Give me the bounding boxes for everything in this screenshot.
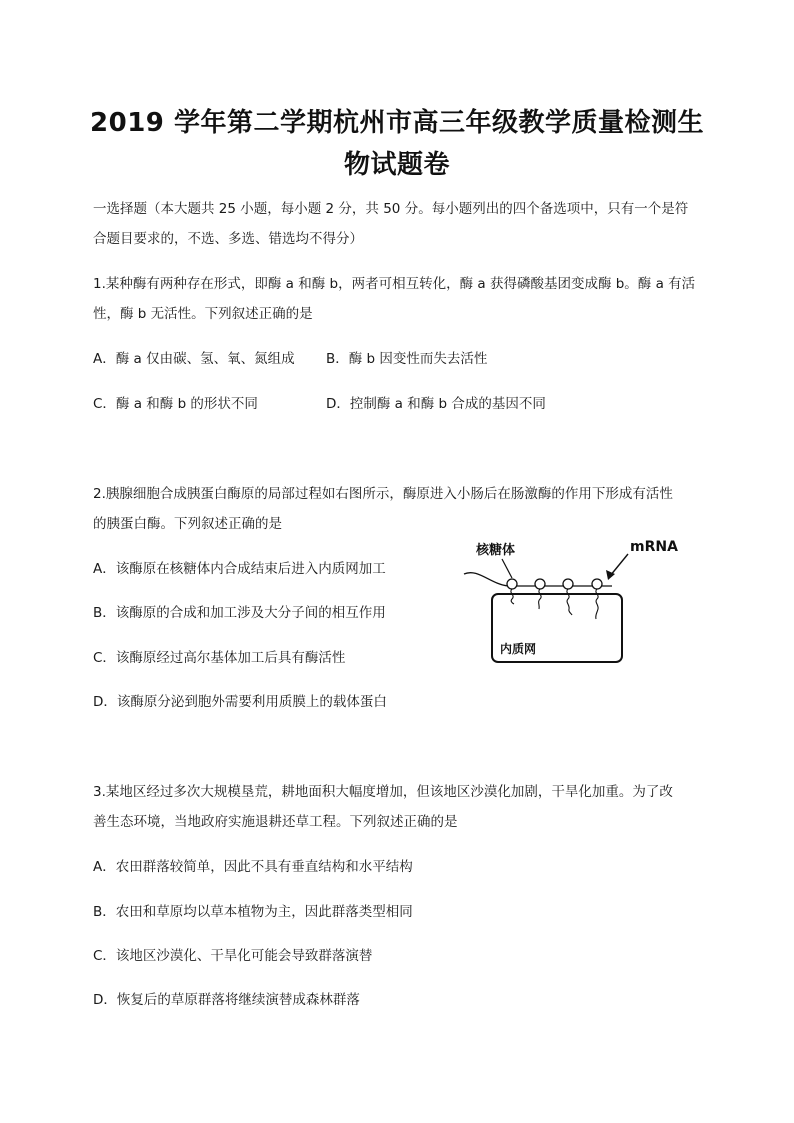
section-instructions-line1: 一选择题（本大题共 25 小题，每小题 2 分，共 50 分。每小题列出的四个备选项中，只有一个是符 [93, 201, 689, 217]
q1-option-a: A．酶 a 仅由碳、氢、氧、氮组成 [93, 351, 295, 367]
mrna-arrow-line [610, 554, 628, 576]
ribosome-label: 核糖体 [476, 543, 516, 558]
q3-stem-line1: 3.某地区经过多次大规模垦荒，耕地面积大幅度增加，但该地区沙漠化加剧，干旱化加重。为了改 [93, 784, 673, 800]
q1-option-d: D．控制酶 a 和酶 b 合成的基因不同 [326, 396, 546, 412]
section-instructions-line2: 合题目要求的，不选、多选、错选均不得分） [93, 231, 363, 247]
q2-option-d: D．该酶原分泌到胞外需要利用质膜上的载体蛋白 [93, 694, 387, 710]
q3-option-b: B．农田和草原均以草本植物为主，因此群落类型相同 [93, 904, 413, 920]
ribosome-circle-2 [535, 579, 545, 589]
exam-title-line1: 2019 学年第二学期杭州市高三年级教学质量检测生 [90, 108, 704, 138]
q2-stem-line2: 的胰蛋白酶。下列叙述正确的是 [93, 516, 282, 532]
q2-option-b: B．该酶原的合成和加工涉及大分子间的相互作用 [93, 605, 386, 621]
q2-stem-line1: 2.胰腺细胞合成胰蛋白酶原的局部过程如右图所示，酶原进入小肠后在肠激酶的作用下形成有活性 [93, 486, 673, 502]
peptide-chain-1 [511, 589, 514, 604]
q3-option-a: A．农田群落较简单，因此不具有垂直结构和水平结构 [93, 859, 413, 875]
ribosome-circle-3 [563, 579, 573, 589]
ribosome-pointer-line [502, 559, 512, 578]
peptide-chain-3 [567, 589, 572, 615]
ribosome-er-diagram [462, 532, 712, 672]
q2-option-c: C．该酶原经过高尔基体加工后具有酶活性 [93, 650, 346, 666]
ribosome-circle-4 [592, 579, 602, 589]
q1-option-b: B．酶 b 因变性而失去活性 [326, 351, 488, 367]
mrna-label: mRNA [630, 539, 678, 555]
q1-stem-line1: 1.某种酶有两种存在形式，即酶 a 和酶 b，两者可相互转化，酶 a 获得磷酸基团变成酶 b。酶 a 有活 [93, 276, 696, 292]
exam-title-line2: 物试题卷 [343, 150, 450, 180]
ribosome-circle-1 [507, 579, 517, 589]
q2-option-a: A．该酶原在核糖体内合成结束后进入内质网加工 [93, 561, 386, 577]
er-label: 内质网 [500, 642, 537, 656]
q3-option-c: C．该地区沙漠化、干旱化可能会导致群落演替 [93, 948, 373, 964]
q1-option-c: C．酶 a 和酶 b 的形状不同 [93, 396, 258, 412]
q3-stem-line2: 善生态环境，当地政府实施退耕还草工程。下列叙述正确的是 [93, 814, 458, 830]
q1-stem-line2: 性，酶 b 无活性。下列叙述正确的是 [93, 306, 313, 322]
peptide-chain-2 [539, 589, 542, 609]
q3-option-d: D．恢复后的草原群落将继续演替成森林群落 [93, 992, 360, 1008]
